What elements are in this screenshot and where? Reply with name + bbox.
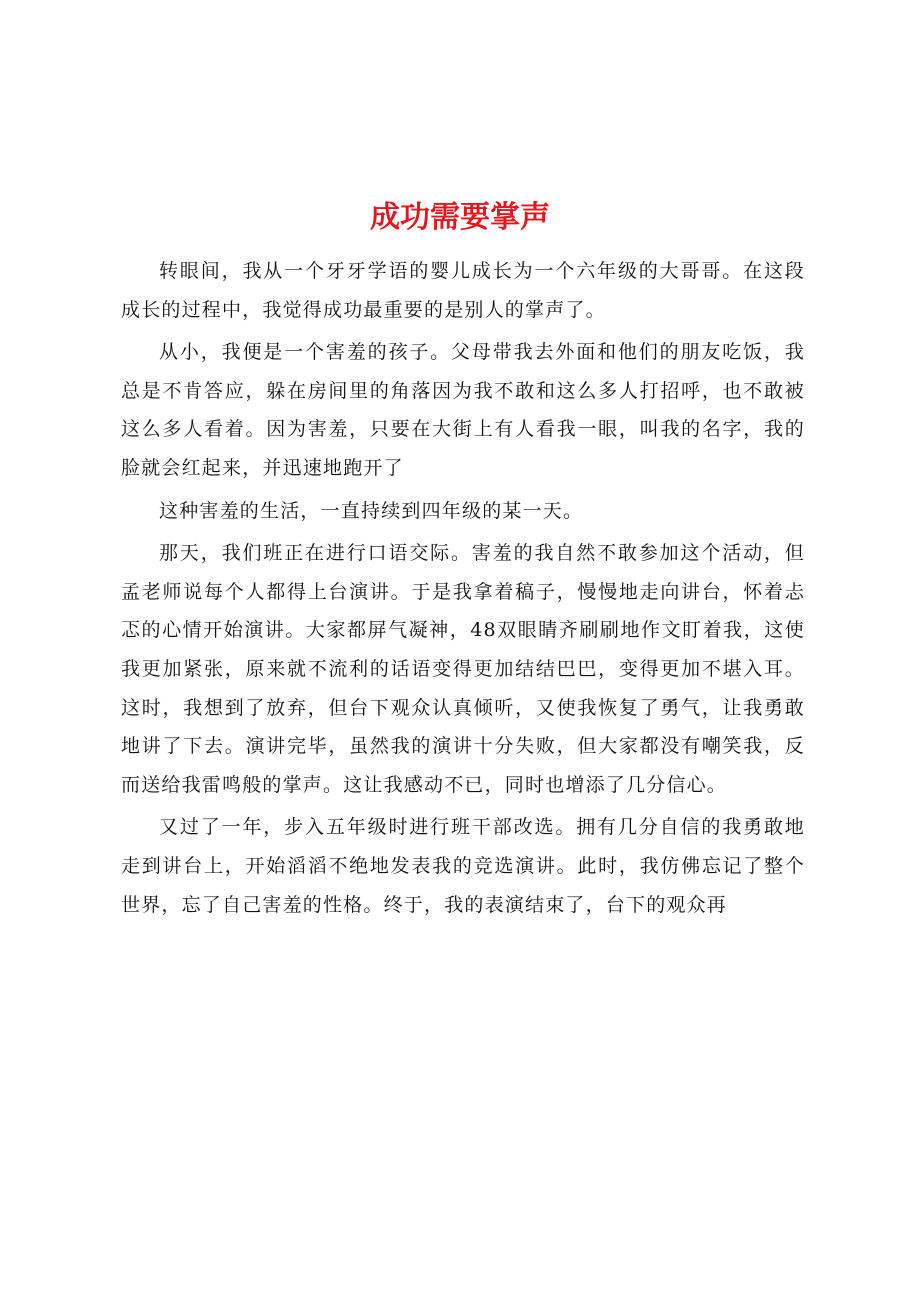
paragraph-1: 转眼间，我从一个牙牙学语的婴儿成长为一个六年级的大哥哥。在这段成长的过程中，我觉得成功最重要的是别人的掌声了。 <box>121 260 805 321</box>
paragraph-5: 又过了一年，步入五年级时进行班干部改选。拥有几分自信的我勇敢地走到讲台上，开始滔滔不绝地发表我的竞选演讲。此时，我仿佛忘记了整个世界，忘了自己害羞的性格。终于，我的表演结束了，台下的观众再 <box>121 816 805 916</box>
paragraph-3: 这种害羞的生活，一直持续到四年级的某一天。 <box>159 499 584 522</box>
document-body <box>121 252 805 928</box>
document-title: 成功需要掌声 <box>370 200 550 235</box>
paragraph-2: 从小，我便是一个害羞的孩子。父母带我去外面和他们的朋友吃饭，我总是不肯答应，躲在房间里的角落因为我不敢和这么多人打招呼，也不敢被这么多人看着。因为害羞，只要在大街上有人看我一眼，叫我的名字，我的脸就会红起来，并迅速地跑开了 <box>121 341 805 479</box>
paragraph-4: 那天，我们班正在进行口语交际。害羞的我自然不敢参加这个活动，但孟老师说每个人都得上台演讲。于是我拿着稿子，慢慢地走向讲台，怀着忐忑的心情开始演讲。大家都屏气凝神，48双眼睛齐刷刷地作文盯着我，这使我更加紧张，原来就不流利的话语变得更加结结巴巴，变得更加不堪入耳。这时，我想到了放弃，但台下观众认真倾听，又使我恢复了勇气，让我勇敢地讲了下去。演讲完毕，虽然我的演讲十分失败，但大家都没有嘲笑我，反而送给我雷鸣般的掌声。这让我感动不已，同时也增添了几分信心。 <box>121 542 805 796</box>
